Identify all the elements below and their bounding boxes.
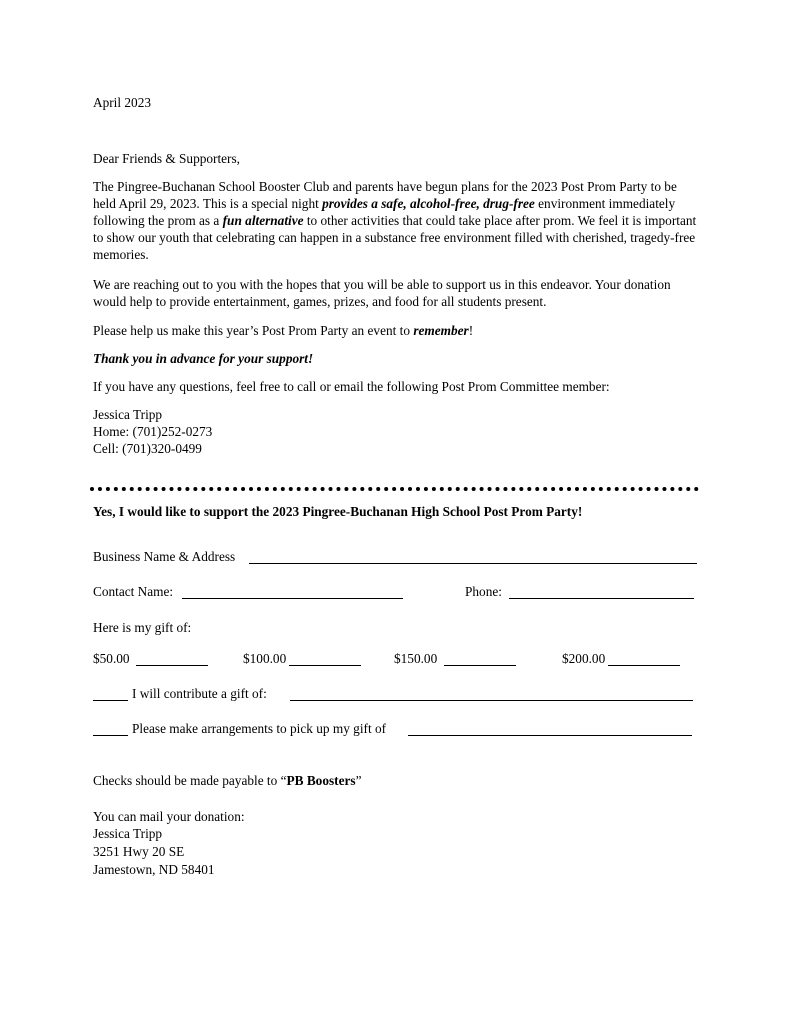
letter-date: April 2023 (93, 95, 151, 110)
mail-name: Jessica Tripp (93, 826, 163, 841)
amount-100-label: $100.00 (243, 651, 287, 666)
checks-text: Checks should be made payable to “ (93, 773, 287, 788)
intro-text-2: environment immediately following the prom as a (93, 196, 676, 228)
dotted-divider (90, 487, 699, 491)
pickup-check-blank[interactable] (93, 735, 128, 736)
amount-150-label: $150.00 (394, 651, 438, 666)
phone-field[interactable] (509, 598, 694, 599)
thanks-line: Thank you in advance for your support! (93, 351, 314, 366)
remember-text: Please help us make this year’s Post Prom Party an event to (93, 323, 414, 338)
amount-200-field[interactable] (608, 665, 680, 666)
amount-50-field[interactable] (136, 665, 208, 666)
mail-label: You can mail your donation: (93, 809, 245, 824)
intro-text-3: to other activities that could take place after prom. We feel it is important to show our youth that celebrating can happen in a substance free environment filled with cherished, tragedy-free memories. (93, 213, 697, 262)
form-heading: Yes, I would like to support the 2023 Pingree-Buchanan High School Post Prom Party! (93, 504, 583, 519)
business-label: Business Name & Address (93, 549, 236, 564)
phone-label: Phone: (465, 584, 502, 599)
amount-200-label: $200.00 (562, 651, 606, 666)
contact-name: Jessica Tripp (93, 407, 163, 422)
contact-cell-phone: Cell: (701)320-0499 (93, 441, 202, 456)
checks-close-quote: ” (355, 773, 362, 788)
contact-name-label: Contact Name: (93, 584, 174, 599)
paragraph-support: We are reaching out to you with the hopes that you will be able to support us in this endeavor. Your donation would help to provide entertainment, games, prizes, and food for all students present. (93, 277, 671, 309)
contact-name-field[interactable] (182, 598, 403, 599)
checks-payable-line (93, 772, 361, 789)
gift-label: Here is my gift of: (93, 620, 192, 635)
amount-150-field[interactable] (444, 665, 516, 666)
business-field[interactable] (249, 563, 697, 564)
intro-text-1: The Pingree-Buchanan School Booster Club and parents have begun plans for the 2023 Post Prom Party to be held April 29, 2023. This is a special night (93, 179, 677, 211)
mail-city: Jamestown, ND 58401 (93, 862, 215, 877)
intro-emphasis-safe: provides a safe, alcohol-free, drug-free (322, 196, 535, 211)
contribute-check-blank[interactable] (93, 700, 128, 701)
contact-home-phone: Home: (701)252-0273 (93, 424, 213, 439)
paragraph-remember (93, 322, 703, 339)
intro-emphasis-fun: fun alternative (222, 213, 304, 228)
amount-50-label: $50.00 (93, 651, 130, 666)
payee-name: PB Boosters (286, 773, 356, 788)
contribute-amount-field[interactable] (290, 700, 693, 701)
paragraph-intro (93, 178, 703, 263)
amount-100-field[interactable] (289, 665, 361, 666)
contribute-label: I will contribute a gift of: (132, 686, 267, 701)
questions-line: If you have any questions, feel free to call or email the following Post Prom Committee member: (93, 379, 610, 394)
remember-emphasis: remember (413, 323, 469, 338)
salutation: Dear Friends & Supporters, (93, 151, 240, 166)
remember-punct: ! (468, 323, 474, 338)
pickup-amount-field[interactable] (408, 735, 692, 736)
mail-street: 3251 Hwy 20 SE (93, 844, 185, 859)
pickup-label: Please make arrangements to pick up my gift of (132, 721, 387, 736)
